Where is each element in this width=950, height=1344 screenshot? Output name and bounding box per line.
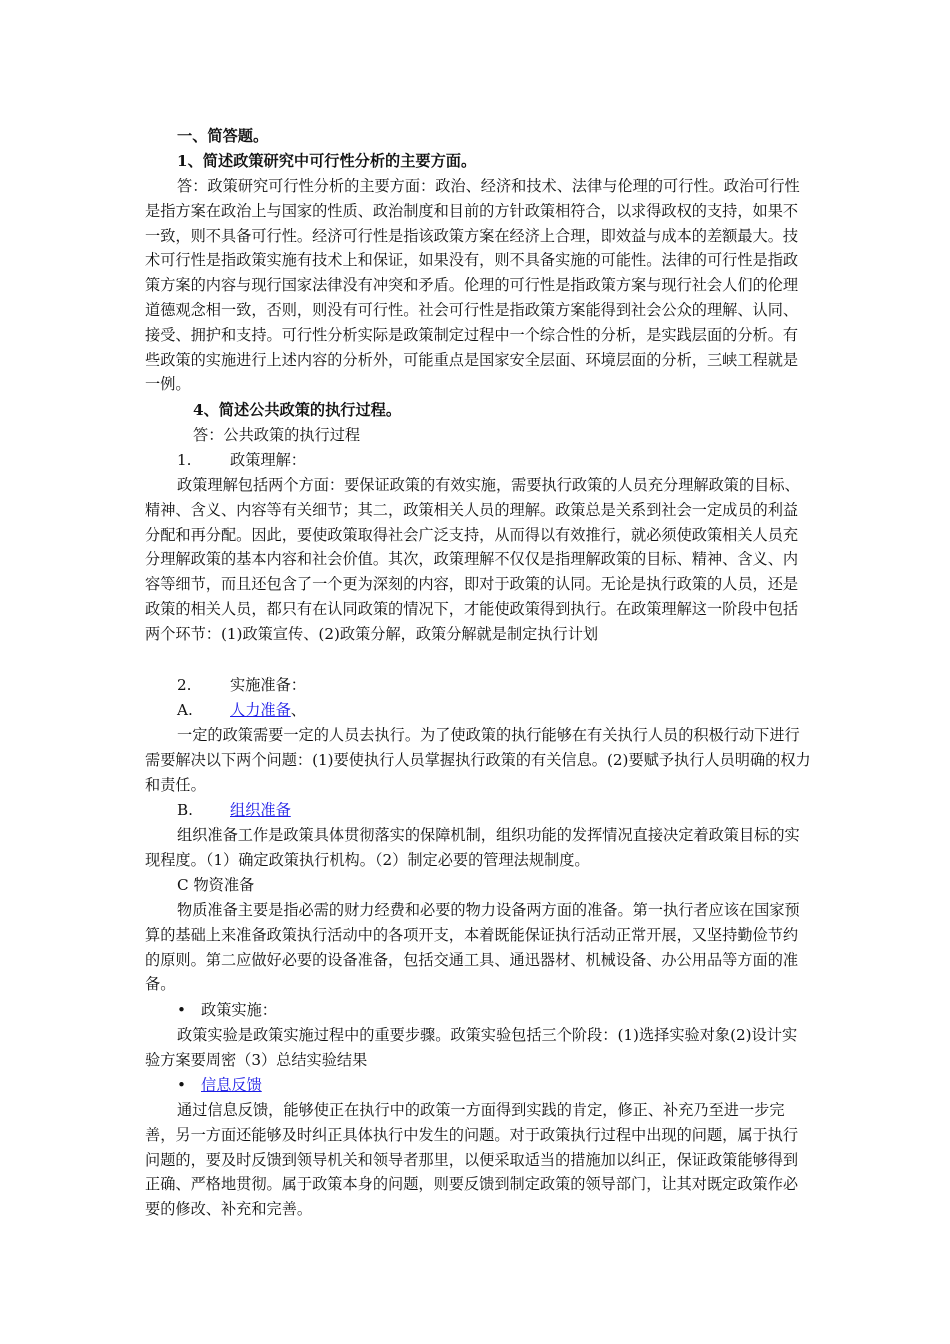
step-2b-letter: B. <box>177 801 193 819</box>
information-feedback-link[interactable]: 信息反馈 <box>201 1076 262 1094</box>
step-4-heading <box>201 1073 262 1098</box>
step-3-bullet: • <box>177 1001 186 1019</box>
step-1-number: 1. <box>177 451 192 469</box>
question-4-answer-intro: 答：公共政策的执行过程 <box>193 426 361 444</box>
step-2c-heading: C 物资准备 <box>177 876 255 894</box>
step-2b-text: 组织准备工作是政策具体贯彻落实的保障机制，组织功能的发挥情况直接决定着政策目标的实现程度。（1）确定政策执行机构。（2）制定必要的管理法规制度。 <box>145 826 800 869</box>
step-2b-heading <box>230 798 291 823</box>
step-4-bullet: • <box>177 1076 186 1094</box>
step-1-label: 政策理解： <box>230 451 306 469</box>
section-title: 一、简答题。 <box>177 127 269 145</box>
step-3-text: 政策实验是政策实施过程中的重要步骤。政策实验包括三个阶段：(1)选择实验对象(2)设计实验方案要周密（3）总结实验结果 <box>145 1026 798 1069</box>
step-1-text: 政策理解包括两个方面：要保证政策的有效实施，需要执行政策的人员充分理解政策的目标、精神、含义、内容等有关细节；其二，政策相关人员的理解。政策总是关系到社会一定成员的利益分配和再分配。因此，要使政策取得社会广泛支持，从而得以有效推行，就必须使政策相关人员充分理解政策的基本内容和社会价值。其次，政策理解不仅仅是指理解政策的目标、精神、含义、内容等细节，而且还包含了一个更为深刻的内容，即对于政策的认同。无论是执行政策的人员，还是政策的相关人员，都只有在认同政策的情况下，才能使政策得到执行。在政策理解这一阶段中包括两个环节：(1)政策宣传、(2)政策分解，政策分解就是制定执行计划 <box>145 476 800 643</box>
step-2a-letter: A. <box>177 701 193 719</box>
step-2-label: 实施准备： <box>230 676 306 694</box>
question-1-answer: 答：政策研究可行性分析的主要方面：政治、经济和技术、法律与伦理的可行性。政治可行性是指方案在政治上与国家的性质、政治制度和目前的方针政策相符合，以求得政权的支持，如果不一致，则不具备可行性。经济可行性是指该政策方案在经济上合理，即效益与成本的差额最大。技术可行性是指政策实施有技术上和保证，如果没有，则不具备实施的可能性。法律的可行性是指政策方案的内容与现行国家法律没有冲突和矛盾。伦理的可行性是指政策方案与现行社会人们的伦理道德观念相一致，否则，则没有可行性。社会可行性是指政策方案能得到社会公众的理解、认同、接受、拥护和支持。可行性分析实际是政策制定过程中一个综合性的分析，是实践层面的分析。有些政策的实施进行上述内容的分析外，可能重点是国家安全层面、环境层面的分析，三峡工程就是一例。 <box>145 177 800 394</box>
step-2-number: 2. <box>177 676 192 694</box>
step-2c-text: 物质准备主要是指必需的财力经费和必要的物力设备两方面的准备。第一执行者应该在国家预算的基础上来准备政策执行活动中的各项开支，本着既能保证执行活动正常开展，又坚持勤俭节约的原则。第二应做好必要的设备准备，包括交通工具、通迅器材、机械设备、办公用品等方面的准备。 <box>145 901 800 994</box>
question-4-title: 4、简述公共政策的执行过程。 <box>193 401 402 419</box>
step-3-label: 政策实施： <box>201 1001 277 1019</box>
step-2a-heading <box>230 698 306 723</box>
organization-preparation-link[interactable]: 组织准备 <box>230 801 291 819</box>
manpower-preparation-link[interactable]: 人力准备 <box>230 701 291 719</box>
step-2a-suffix: 、 <box>290 701 306 719</box>
step-4-text: 通过信息反馈，能够使正在执行中的政策一方面得到实践的肯定，修正、补充乃至进一步完善，另一方面还能够及时纠正具体执行中发生的问题。对于政策执行过程中出现的问题，属于执行问题的，要及时反馈到领导机关和领导者那里，以便采取适当的措施加以纠正，保证政策能够得到正确、严格地贯彻。属于政策本身的问题，则要反馈到制定政策的领导部门，让其对既定政策作必要的修改、补充和完善。 <box>145 1101 799 1219</box>
step-2a-text: 一定的政策需要一定的人员去执行。为了使政策的执行能够在有关执行人员的积极行动下进行需要解决以下两个问题：(1)要使执行人员掌握执行政策的有关信息。(2)要赋予执行人员明确的权力和责任。 <box>145 726 811 794</box>
question-1-title: 1、简述政策研究中可行性分析的主要方面。 <box>177 152 477 170</box>
